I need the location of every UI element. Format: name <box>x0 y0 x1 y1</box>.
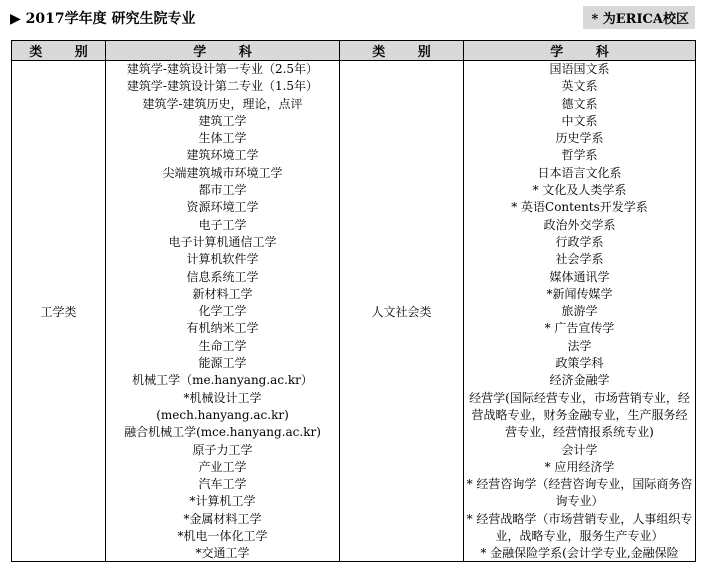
subject-item: 新材料工学 <box>192 286 253 301</box>
subject-item: * 经营战略学（市场营销专业，人事组织专业，战略专业，服务生产专业） <box>466 511 693 544</box>
subject-item: * 英语Contents开发学系 <box>511 200 648 215</box>
header-subject-right: 学 科 <box>464 41 696 61</box>
table-row <box>12 61 696 562</box>
subject-item: 建筑环境工学 <box>186 148 259 163</box>
subject-item: 德文系 <box>561 96 598 111</box>
subject-item: 能源工学 <box>198 356 247 371</box>
engineering-subjects-cell <box>106 61 340 562</box>
humanities-subjects-cell <box>464 61 696 562</box>
subject-item: 媒体通讯学 <box>549 269 610 284</box>
subject-item: 法学 <box>567 338 592 353</box>
subject-item: 建筑学-建筑历史，理论，点评 <box>142 96 303 111</box>
subject-item: 中文系 <box>561 113 598 128</box>
engineering-subject-list <box>106 61 339 561</box>
majors-table <box>11 40 696 562</box>
subject-item: 经营学(国际经营专业，市场营销专业，经营战略专业，财务金融专业，生产服务经营专业，经营情报系统专业) <box>469 390 690 440</box>
subject-item: *新闻传媒学 <box>546 286 613 301</box>
subject-item: 电子计算机通信工学 <box>168 234 277 249</box>
subject-item: 会计学 <box>561 442 598 457</box>
engineering-category-cell <box>12 61 106 562</box>
subject-item: *金属材料工学 <box>183 511 262 526</box>
page-title: ▶ 2017学年度 研究生院专业 <box>10 11 196 27</box>
subject-item: 旅游学 <box>561 304 598 319</box>
subject-item: 历史学系 <box>555 131 604 146</box>
category-label: 工学类 <box>40 304 77 319</box>
subject-item: * 经营咨询学（经营咨询专业，国际商务咨询专业） <box>466 477 693 509</box>
subject-item: 哲学系 <box>561 148 598 163</box>
subject-item: 汽车工学 <box>198 477 247 492</box>
subject-item: 资源环境工学 <box>186 200 259 215</box>
subject-item: 建筑工学 <box>198 113 247 128</box>
subject-item: 融合机械工学(mce.hanyang.ac.kr) <box>124 425 321 440</box>
subject-item: * 广告宣传学 <box>544 321 615 336</box>
subject-item: 政策学科 <box>555 356 604 371</box>
header-category-left: 类 别 <box>12 41 106 61</box>
subject-item: 生体工学 <box>198 131 247 146</box>
campus-note-badge: * 为ERICA校区 <box>583 6 695 29</box>
subject-item: 化学工学 <box>198 304 247 319</box>
subject-item: * 文化及人类学系 <box>532 183 627 198</box>
subject-item: 日本语言文化系 <box>537 165 622 180</box>
subject-item: (mech.hanyang.ac.kr) <box>156 407 289 422</box>
subject-item: 政治外交学系 <box>543 217 616 232</box>
subject-item: 英文系 <box>561 79 598 94</box>
header-category-right: 类 别 <box>340 41 464 61</box>
header-subject-left: 学 科 <box>106 41 340 61</box>
subject-item: 经济金融学 <box>549 373 610 388</box>
subject-item: 社会学系 <box>555 252 604 267</box>
subject-item: 产业工学 <box>198 459 247 474</box>
subject-item: *机械设计工学 <box>183 390 262 405</box>
humanities-category-cell <box>340 61 464 562</box>
subject-item: 计算机软件学 <box>186 252 259 267</box>
subject-item: * 应用经济学 <box>544 459 615 474</box>
category-label: 人文社会类 <box>371 304 432 319</box>
subject-item: 建筑学-建筑设计第二专业（1.5年） <box>126 79 319 94</box>
subject-item: 建筑学-建筑设计第一专业（2.5年） <box>126 62 319 76</box>
subject-item: *交通工学 <box>195 546 250 561</box>
subject-item: 生命工学 <box>198 338 247 353</box>
subject-item: 有机纳米工学 <box>186 321 259 336</box>
subject-item: 行政学系 <box>555 234 604 249</box>
subject-item: *机电一体化工学 <box>177 529 268 544</box>
subject-item: *计算机工学 <box>189 494 256 509</box>
subject-item: 尖端建筑城市环境工学 <box>162 165 283 180</box>
humanities-subject-list <box>464 61 695 561</box>
subject-item: 国语国文系 <box>549 62 610 76</box>
subject-item: 都市工学 <box>198 183 247 198</box>
table-header-row <box>12 41 696 61</box>
subject-item: * 金融保险学系(会计学专业,金融保险 <box>480 546 679 561</box>
subject-item: 机械工学（me.hanyang.ac.kr） <box>132 373 313 388</box>
subject-item: 电子工学 <box>198 217 247 232</box>
subject-item: 信息系统工学 <box>186 269 259 284</box>
subject-item: 原子力工学 <box>192 442 253 457</box>
